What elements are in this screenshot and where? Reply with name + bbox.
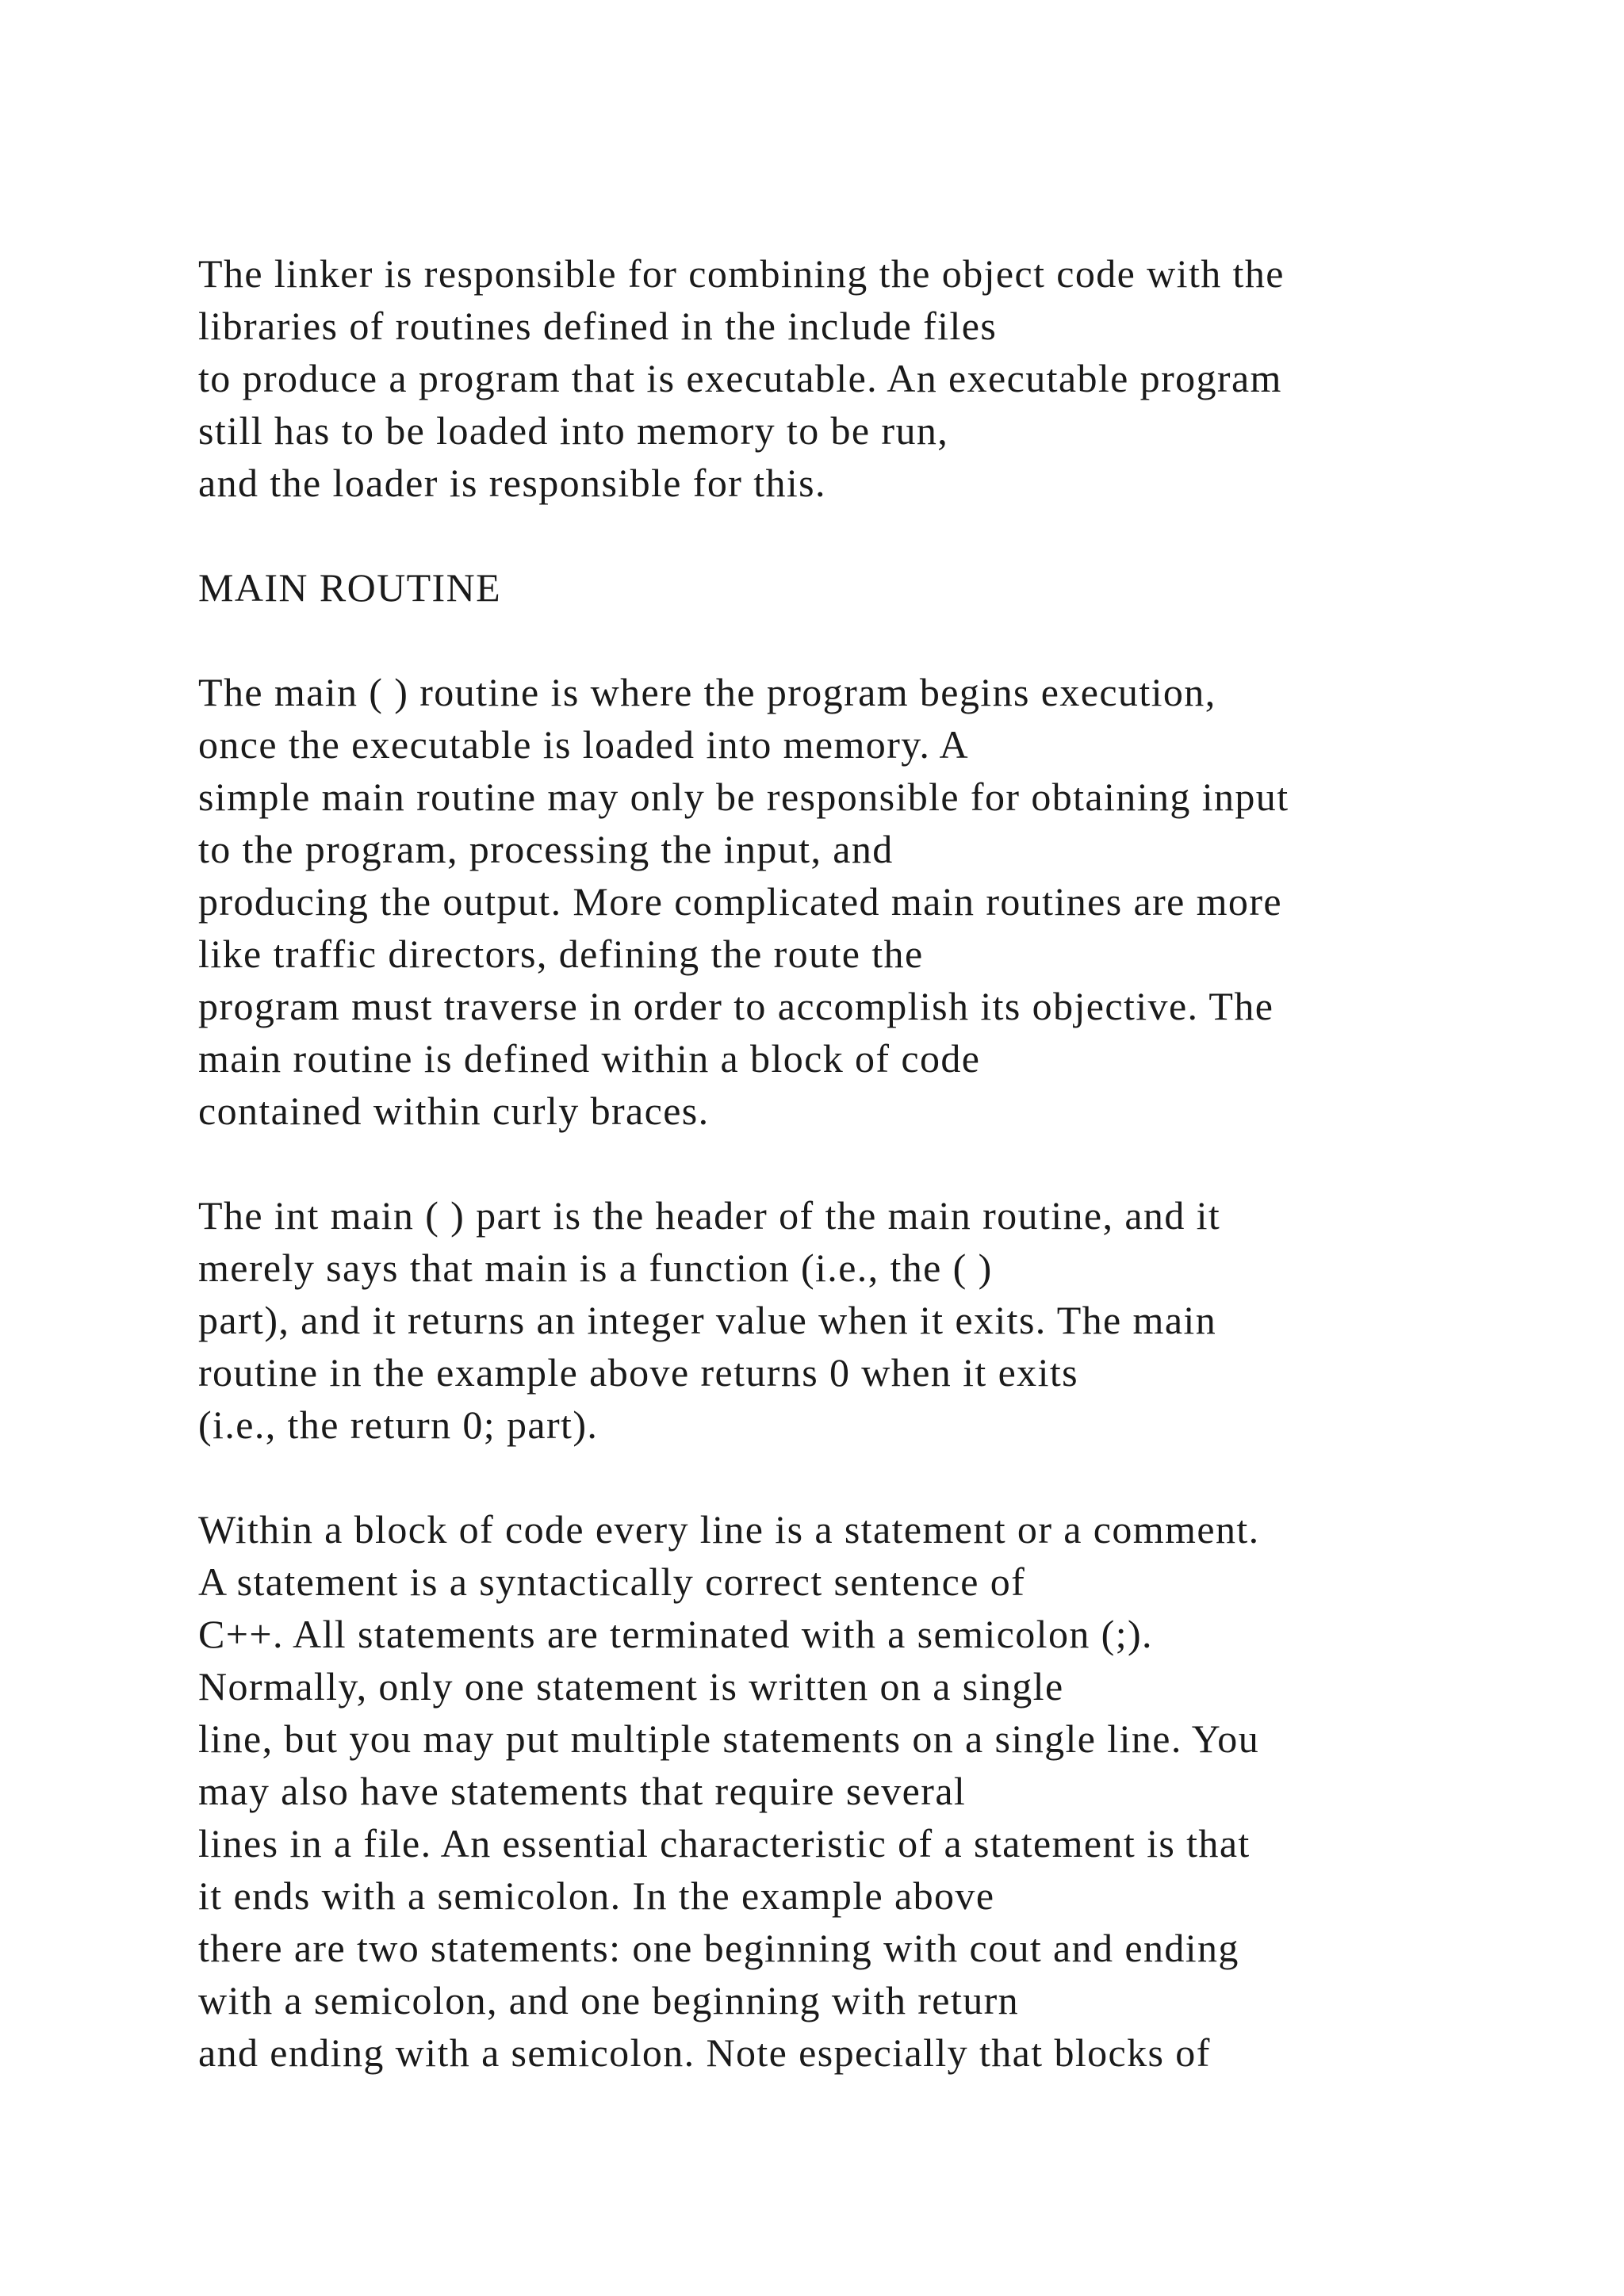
text-line: merely says that main is a function (i.e., the ( ) <box>198 1246 993 1290</box>
text-line: producing the output. More complicated main routines are more <box>198 879 1282 924</box>
paragraph-gap <box>198 614 1546 666</box>
text-line: with a semicolon, and one beginning with return <box>198 1978 1020 2022</box>
paragraph-gap <box>198 509 1546 561</box>
text-line: lines in a file. An essential characteristic of a statement is that <box>198 1821 1251 1866</box>
text-line: main routine is defined within a block of code <box>198 1036 981 1081</box>
text-line: still has to be loaded into memory to be run, <box>198 408 949 453</box>
text-line: to the program, processing the input, and <box>198 827 894 871</box>
text-line: and the loader is responsible for this. <box>198 461 826 505</box>
text-line: Normally, only one statement is written on a single <box>198 1664 1064 1709</box>
text-line: contained within curly braces. <box>198 1089 710 1133</box>
text-line: program must traverse in order to accomplish its objective. The <box>198 984 1274 1028</box>
paragraph-gap <box>198 1451 1546 1503</box>
text-line: The main ( ) routine is where the program begins execution, <box>198 670 1216 714</box>
text-line: routine in the example above returns 0 when it exits <box>198 1350 1079 1395</box>
text-line: The int main ( ) part is the header of the main routine, and it <box>198 1193 1221 1238</box>
text-line: it ends with a semicolon. In the example above <box>198 1873 995 1918</box>
text-line: part), and it returns an integer value when it exits. The main <box>198 1298 1217 1342</box>
text-line: and ending with a semicolon. Note especially that blocks of <box>198 2030 1211 2075</box>
text-line: line, but you may put multiple statements on a single line. You <box>198 1716 1260 1761</box>
text-line: A statement is a syntactically correct sentence of <box>198 1559 1026 1604</box>
text-line: like traffic directors, defining the route the <box>198 932 924 976</box>
document-body <box>198 247 1546 2079</box>
text-line: simple main routine may only be responsible for obtaining input <box>198 775 1289 819</box>
paragraph-gap <box>198 1137 1546 1189</box>
section-heading: MAIN ROUTINE <box>198 565 502 610</box>
text-line: may also have statements that require several <box>198 1769 967 1813</box>
text-line: to produce a program that is executable. An executable program <box>198 356 1282 400</box>
text-line: (i.e., the return 0; part). <box>198 1402 599 1447</box>
text-line: libraries of routines defined in the include files <box>198 304 998 348</box>
text-line: C++. All statements are terminated with a semicolon (;). <box>198 1612 1153 1656</box>
text-line: once the executable is loaded into memory. A <box>198 722 969 767</box>
text-line: Within a block of code every line is a statement or a comment. <box>198 1507 1260 1552</box>
text-line: The linker is responsible for combining the object code with the <box>198 251 1285 296</box>
text-line: there are two statements: one beginning with cout and ending <box>198 1926 1239 1970</box>
